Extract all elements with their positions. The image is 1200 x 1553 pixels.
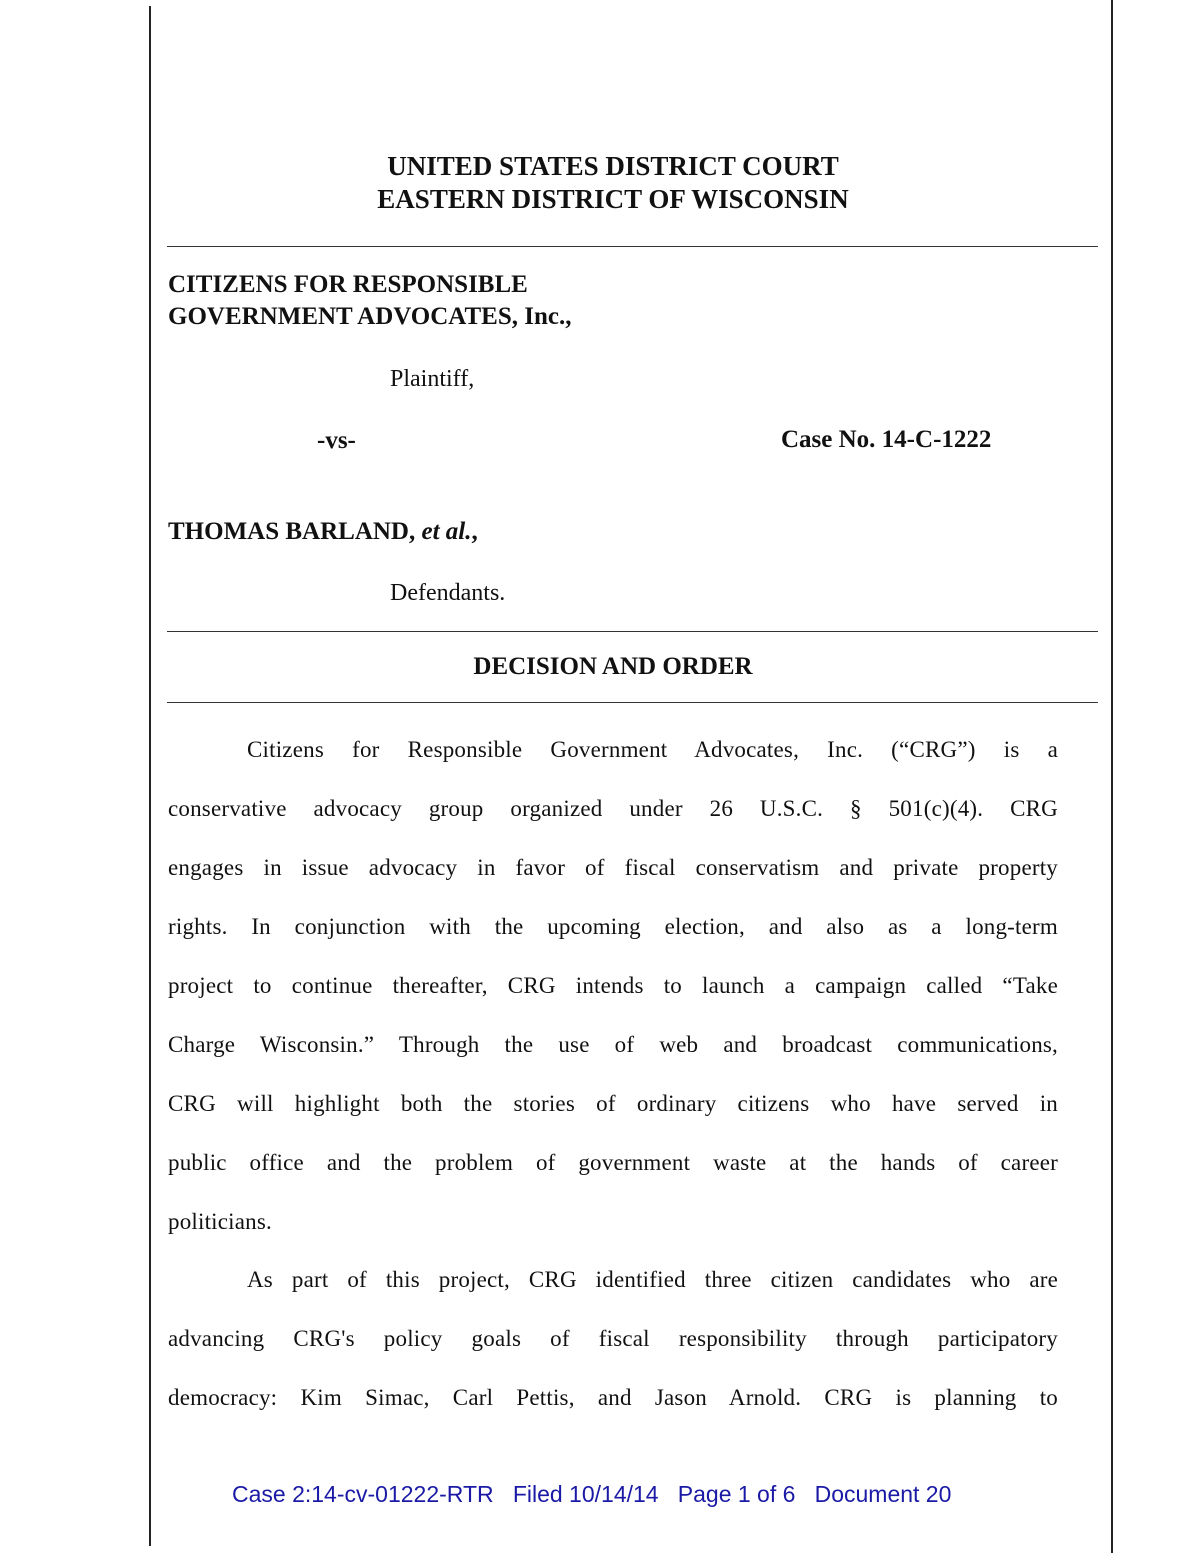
body-line: democracy: Kim Simac, Carl Pettis, and Jason Arnold. CRG is planning to <box>168 1385 1058 1410</box>
versus: -vs- <box>317 427 356 454</box>
footer-document: Document 20 <box>814 1481 952 1507</box>
body-line: advancing CRG's policy goals of fiscal responsibility through participatory <box>168 1326 1058 1351</box>
divider <box>167 631 1098 632</box>
defendant-name-text: THOMAS BARLAND, <box>168 518 416 545</box>
plaintiff-name-line2: GOVERNMENT ADVOCATES, Inc., <box>168 303 572 330</box>
body-line: Charge Wisconsin.” Through the use of web and broadcast communications, <box>168 1032 1058 1057</box>
footer-case: Case 2:14-cv-01222-RTR <box>232 1481 494 1507</box>
court-name-line2: EASTERN DISTRICT OF WISCONSIN <box>377 184 849 214</box>
defendant-comma: , <box>471 518 478 545</box>
body-line: Citizens for Responsible Government Advocates, Inc. (“CRG”) is a <box>247 737 1058 762</box>
defendant-et-al: et al. <box>421 518 472 545</box>
court-name-line1: UNITED STATES DISTRICT COURT <box>387 151 839 181</box>
left-margin-rule <box>149 6 151 1546</box>
ecf-footer <box>232 1481 951 1508</box>
document-title: DECISION AND ORDER <box>473 653 753 680</box>
body-line: project to continue thereafter, CRG intends to launch a campaign called “Take <box>168 973 1058 998</box>
divider <box>167 702 1098 703</box>
case-number: Case No. 14-C-1222 <box>781 426 992 453</box>
divider <box>167 246 1098 247</box>
body-line: rights. In conjunction with the upcoming election, and also as a long-term <box>168 914 1058 939</box>
plaintiff-name-line1: CITIZENS FOR RESPONSIBLE <box>168 271 528 298</box>
body-line: engages in issue advocacy in favor of fiscal conservatism and private property <box>168 855 1058 880</box>
footer-filed: Filed 10/14/14 <box>512 1481 659 1507</box>
footer-page: Page 1 of 6 <box>677 1481 796 1507</box>
defendant-label: Defendants. <box>390 580 506 606</box>
body-line: politicians. <box>168 1209 272 1234</box>
body-line: public office and the problem of government waste at the hands of career <box>168 1150 1058 1175</box>
body-line: conservative advocacy group organized under 26 U.S.C. § 501(c)(4). CRG <box>168 796 1058 821</box>
defendant-name <box>168 518 478 546</box>
body-line: CRG will highlight both the stories of ordinary citizens who have served in <box>168 1091 1058 1116</box>
body-line: As part of this project, CRG identified three citizen candidates who are <box>247 1267 1058 1292</box>
right-margin-rule <box>1111 0 1113 1553</box>
plaintiff-label: Plaintiff, <box>390 366 475 392</box>
